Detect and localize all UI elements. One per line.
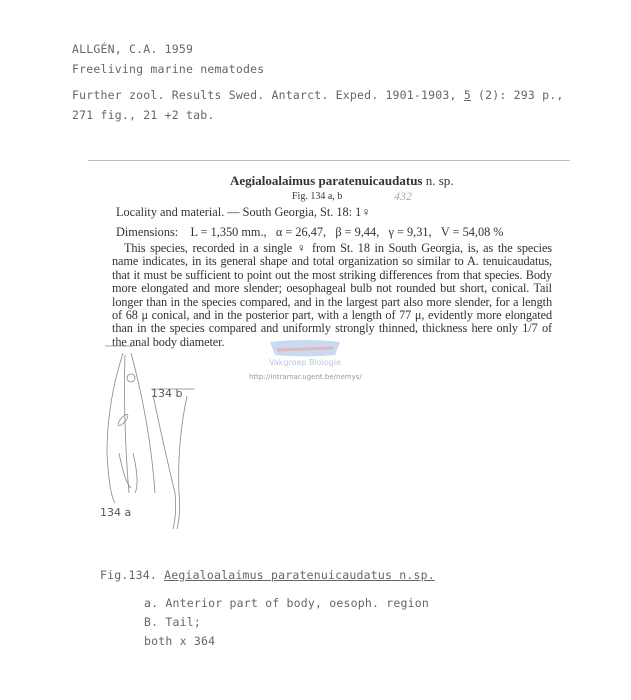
- caption-species: Aegialoalaimus paratenuicaudatus n.sp.: [164, 568, 435, 582]
- page-mark: 432: [394, 189, 412, 203]
- figure-label-a: 134 a: [100, 506, 132, 519]
- nematode-drawing: [95, 343, 215, 533]
- caption-prefix: Fig.134.: [100, 568, 165, 582]
- ref-volume: 5: [463, 88, 471, 102]
- locality: Locality and material. — South Georgia, St. 18: 1♀: [116, 205, 371, 219]
- caption-scale: both x 364: [144, 634, 216, 648]
- author-year: ALLGÉN, C.A. 1959: [72, 42, 194, 56]
- description-paragraph: This species, recorded in a single ♀ from St. 18 in South Georgia, is, as the species name indicates, in its general shape and total organization so similar to A. tenuicaudatus, that it must be sufficient to point out the most striking differences from that species. Body more elongated and more slender; oesophageal bulb not rounded but short, conical. Tail longer than in the species compared, and in the largest part also more slender, for a length of 68 μ conical, and in the posterior part, with a length of 77 μ, evidently more elongated than in the species compared and uniformly strongly thinned, thickness here only 1/7 of the anal body diameter.: [112, 241, 552, 349]
- reference-line-1: [72, 88, 564, 102]
- watermark-url: http://intramar.ugent.be/nemys/: [249, 373, 362, 381]
- species-name: Aegialoalaimus paratenuicaudatus: [230, 173, 423, 188]
- divider: [88, 160, 570, 161]
- caption-part-a: a. Anterior part of body, oesoph. region: [144, 596, 429, 610]
- series-title: Freeliving marine nematodes: [72, 62, 265, 76]
- ref-text: Further zool. Results Swed. Antarct. Exped. 1901-1903,: [72, 88, 464, 102]
- species-title: [230, 173, 454, 188]
- dimensions: Dimensions: L = 1,350 mm., α = 26,47, β = 9,44, γ = 9,31, V = 54,08 %: [116, 225, 504, 239]
- watermark-logo-icon: [265, 340, 345, 358]
- caption-part-b: B. Tail;: [144, 615, 201, 629]
- figure-caption: [100, 568, 435, 582]
- species-suffix: n. sp.: [422, 173, 454, 188]
- reference-line-2: 271 fig., 21 +2 tab.: [72, 108, 215, 122]
- figure-label-b: 134 b: [151, 387, 183, 400]
- figure-reference: Fig. 134 a, b: [292, 191, 343, 202]
- ref-text-end: (2): 293 p.,: [470, 88, 564, 102]
- watermark: [250, 340, 360, 367]
- watermark-name: Vakgroep Biologie: [269, 358, 341, 367]
